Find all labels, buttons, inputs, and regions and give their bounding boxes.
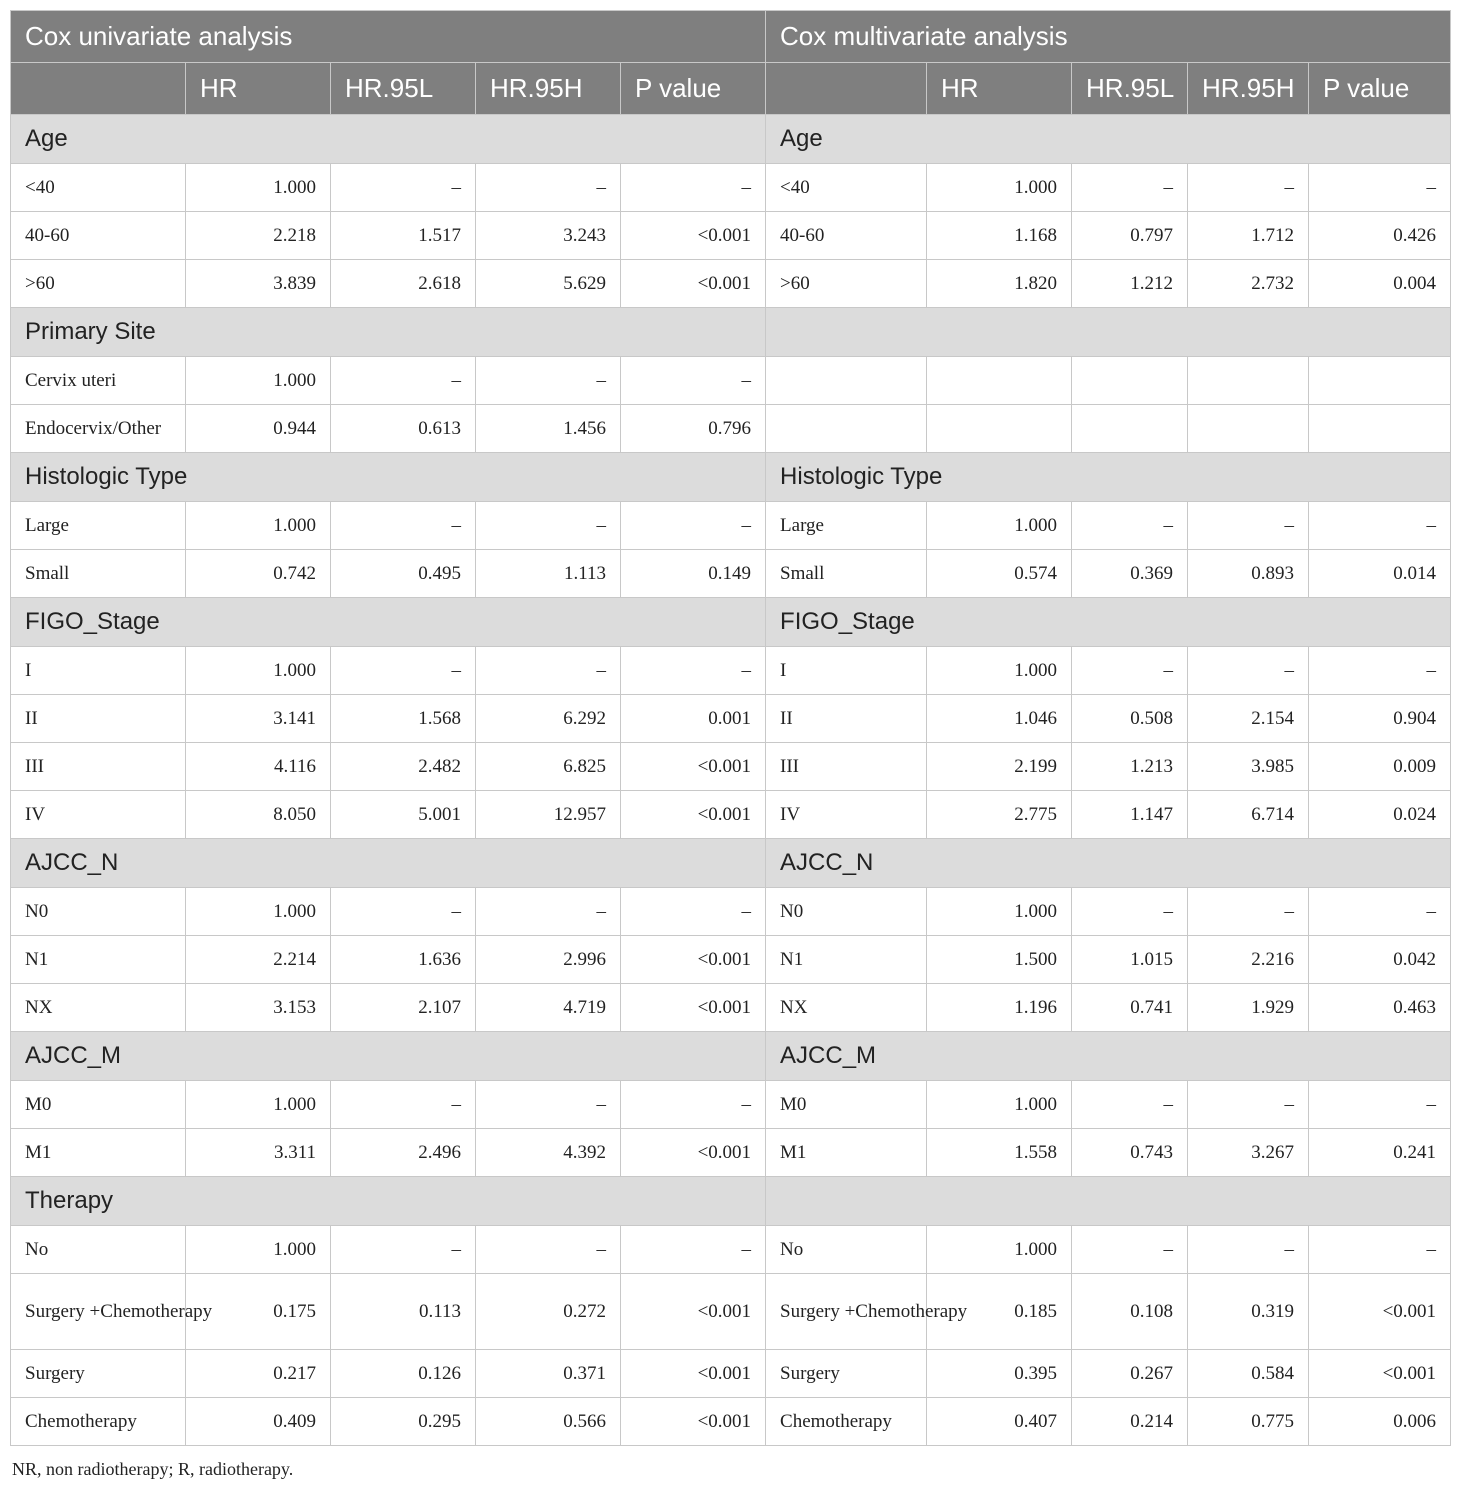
multi-hr95h-cell: – [1188,164,1309,212]
multi-hr-cell: 2.775 [927,791,1072,839]
row-label-univariate: I [11,647,186,695]
multi-pvalue-cell: <0.001 [1309,1274,1451,1350]
uni-hr-header: HR [186,63,331,115]
uni-hr-cell: 8.050 [186,791,331,839]
uni-hr95l-cell: 2.107 [331,984,476,1032]
multi-hr-cell: 1.000 [927,164,1072,212]
uni-pvalue-cell: <0.001 [621,791,766,839]
multi-hr95h-cell: 0.584 [1188,1350,1309,1398]
table-row [11,502,1451,550]
section-row [11,1032,1451,1081]
table-row [11,647,1451,695]
section-label-univariate: AJCC_N [11,839,766,888]
row-label-univariate: 40-60 [11,212,186,260]
uni-hr95h-cell: – [476,1081,621,1129]
section-label-multivariate [766,308,1451,357]
section-row [11,839,1451,888]
uni-hr95l-cell: 0.613 [331,405,476,453]
uni-hr-cell: 2.214 [186,936,331,984]
uni-pvalue-cell: 0.796 [621,405,766,453]
table-row [11,357,1451,405]
uni-hr-cell: 0.742 [186,550,331,598]
row-label-multivariate: NX [766,984,927,1032]
uni-hr95l-cell: – [331,1081,476,1129]
multi-hr95l-cell: – [1072,647,1188,695]
uni-hr95l-cell: 1.636 [331,936,476,984]
multi-hr95h-cell: 2.154 [1188,695,1309,743]
uni-hr95h-cell: 0.371 [476,1350,621,1398]
uni-hr95h-cell: 5.629 [476,260,621,308]
multi-hr-cell [927,357,1072,405]
multi-hr95h-cell [1188,357,1309,405]
table-row [11,1129,1451,1177]
uni-hr-cell: 1.000 [186,502,331,550]
multi-hr-cell: 1.046 [927,695,1072,743]
multi-hr95h-cell: 0.893 [1188,550,1309,598]
uni-hr95h-cell: 3.243 [476,212,621,260]
table-row [11,212,1451,260]
multi-hr95l-cell: 0.743 [1072,1129,1188,1177]
multi-hr95l-cell: 1.212 [1072,260,1188,308]
multi-pvalue-cell: 0.042 [1309,936,1451,984]
uni-hr95h-cell: 2.996 [476,936,621,984]
uni-pvalue-cell: <0.001 [621,936,766,984]
uni-hr95l-cell: – [331,888,476,936]
uni-hr95h-cell: – [476,888,621,936]
multi-hr95l-cell: 0.508 [1072,695,1188,743]
row-label-univariate: Surgery +Chemotherapy [11,1274,186,1350]
row-label-multivariate [766,405,927,453]
uni-hr95l-cell: – [331,164,476,212]
row-label-multivariate: No [766,1226,927,1274]
row-label-multivariate: M0 [766,1081,927,1129]
uni-hr95l-cell: 2.496 [331,1129,476,1177]
uni-hr95h-cell: 1.113 [476,550,621,598]
multi-hr-cell: 2.199 [927,743,1072,791]
multi-hr-header: HR [927,63,1072,115]
uni-pvalue-cell: <0.001 [621,984,766,1032]
table-row [11,1350,1451,1398]
uni-hr95h-cell: – [476,502,621,550]
section-label-univariate: Histologic Type [11,453,766,502]
row-label-univariate: II [11,695,186,743]
multi-hr95l-cell: 0.369 [1072,550,1188,598]
table-body [11,115,1451,1446]
section-row [11,598,1451,647]
uni-hr95h-cell: – [476,1226,621,1274]
row-label-univariate: Chemotherapy [11,1398,186,1446]
row-label-univariate: Endocervix/Other [11,405,186,453]
uni-pvalue-cell: 0.149 [621,550,766,598]
table-row [11,791,1451,839]
multi-hr-cell: 1.000 [927,888,1072,936]
multi-hr-cell: 0.185 [927,1274,1072,1350]
multi-pvalue-cell: 0.006 [1309,1398,1451,1446]
multi-hr95h-cell: 6.714 [1188,791,1309,839]
multi-pvalue-cell: 0.463 [1309,984,1451,1032]
multi-hr95h-cell: 1.712 [1188,212,1309,260]
uni-hr95l-cell: – [331,502,476,550]
uni-hr-cell: 1.000 [186,888,331,936]
multi-pvalue-cell: – [1309,1081,1451,1129]
section-label-multivariate: FIGO_Stage [766,598,1451,647]
multi-hr-cell: 0.574 [927,550,1072,598]
uni-pvalue-cell: – [621,357,766,405]
multi-hr-cell: 1.168 [927,212,1072,260]
multi-pvalue-cell: 0.024 [1309,791,1451,839]
section-label-multivariate: AJCC_N [766,839,1451,888]
uni-hr95h-cell: 4.719 [476,984,621,1032]
multi-hr95l-cell: – [1072,888,1188,936]
section-label-univariate: Primary Site [11,308,766,357]
uni-pvalue-header: P value [621,63,766,115]
table-row [11,695,1451,743]
table-row [11,984,1451,1032]
univariate-title: Cox univariate analysis [11,11,766,63]
section-label-univariate: AJCC_M [11,1032,766,1081]
multi-hr95l-cell: 1.213 [1072,743,1188,791]
uni-hr-cell: 3.141 [186,695,331,743]
uni-hr-cell: 4.116 [186,743,331,791]
uni-pvalue-cell: – [621,647,766,695]
uni-hr-cell: 1.000 [186,164,331,212]
multi-pvalue-cell: 0.004 [1309,260,1451,308]
uni-hr-cell: 1.000 [186,357,331,405]
section-label-multivariate [766,1177,1451,1226]
uni-pvalue-cell: <0.001 [621,212,766,260]
uni-hr95l-cell: 2.618 [331,260,476,308]
section-row [11,115,1451,164]
column-header-row [11,63,1451,115]
uni-hr-cell: 1.000 [186,647,331,695]
row-label-univariate: Large [11,502,186,550]
uni-hr-cell: 1.000 [186,1081,331,1129]
uni-hr95h-cell: 4.392 [476,1129,621,1177]
row-label-univariate: IV [11,791,186,839]
multi-hr-cell: 1.000 [927,1081,1072,1129]
multi-hr95h-cell: 0.775 [1188,1398,1309,1446]
uni-pvalue-cell: – [621,164,766,212]
table-row [11,1226,1451,1274]
row-label-multivariate: <40 [766,164,927,212]
multi-pvalue-cell: – [1309,164,1451,212]
row-label-multivariate: Small [766,550,927,598]
section-row [11,1177,1451,1226]
multi-hr95l-cell: – [1072,1081,1188,1129]
uni-hr95h-cell: 0.566 [476,1398,621,1446]
multi-hr-cell: 1.000 [927,647,1072,695]
multi-hr95l-cell: – [1072,1226,1188,1274]
multi-hr95l-cell: 0.214 [1072,1398,1188,1446]
row-label-multivariate: M1 [766,1129,927,1177]
uni-hr95h-cell: – [476,647,621,695]
multi-hr95h-cell [1188,405,1309,453]
multi-hr95h-cell: 2.216 [1188,936,1309,984]
multi-hr95h-cell: 0.319 [1188,1274,1309,1350]
multi-hr-cell: 0.395 [927,1350,1072,1398]
table-row [11,1274,1451,1350]
uni-hr-cell: 2.218 [186,212,331,260]
row-label-multivariate: 40-60 [766,212,927,260]
table-title-row [11,11,1451,63]
multi-hr95h-cell: – [1188,502,1309,550]
multi-hr95h-cell: – [1188,1226,1309,1274]
table-row [11,260,1451,308]
multi-label-header [766,63,927,115]
row-label-univariate: M0 [11,1081,186,1129]
table-row [11,1081,1451,1129]
row-label-multivariate: Large [766,502,927,550]
row-label-multivariate: III [766,743,927,791]
multi-pvalue-cell: 0.009 [1309,743,1451,791]
table-row [11,888,1451,936]
uni-pvalue-cell: 0.001 [621,695,766,743]
table-row [11,743,1451,791]
uni-hr95l-cell: 5.001 [331,791,476,839]
multi-hr-cell: 1.000 [927,1226,1072,1274]
multi-hr95l-cell: – [1072,164,1188,212]
uni-hr95h-cell: 12.957 [476,791,621,839]
row-label-univariate: Surgery [11,1350,186,1398]
uni-hr95l-header: HR.95L [331,63,476,115]
uni-hr-cell: 0.175 [186,1274,331,1350]
row-label-multivariate: II [766,695,927,743]
uni-hr95h-cell: – [476,357,621,405]
row-label-multivariate [766,357,927,405]
uni-pvalue-cell: <0.001 [621,1274,766,1350]
multi-hr-cell: 1.500 [927,936,1072,984]
multi-pvalue-cell: 0.426 [1309,212,1451,260]
uni-hr95l-cell: 0.126 [331,1350,476,1398]
uni-hr95h-cell: 0.272 [476,1274,621,1350]
multi-hr95l-cell: 0.741 [1072,984,1188,1032]
row-label-multivariate: >60 [766,260,927,308]
multi-pvalue-cell: 0.241 [1309,1129,1451,1177]
uni-hr-cell: 0.409 [186,1398,331,1446]
uni-pvalue-cell: <0.001 [621,1350,766,1398]
row-label-univariate: <40 [11,164,186,212]
multi-hr95h-cell: 1.929 [1188,984,1309,1032]
row-label-multivariate: N0 [766,888,927,936]
multi-hr95l-cell: 0.797 [1072,212,1188,260]
table-row [11,550,1451,598]
multi-hr95h-cell: 3.267 [1188,1129,1309,1177]
multi-hr95h-cell: – [1188,888,1309,936]
row-label-multivariate: I [766,647,927,695]
multi-hr95h-cell: 2.732 [1188,260,1309,308]
multi-hr95h-cell: – [1188,647,1309,695]
uni-hr-cell: 1.000 [186,1226,331,1274]
uni-label-header [11,63,186,115]
multi-hr95l-cell: – [1072,502,1188,550]
multi-hr95h-header: HR.95H [1188,63,1309,115]
multi-hr-cell: 1.196 [927,984,1072,1032]
row-label-univariate: Cervix uteri [11,357,186,405]
uni-hr95l-cell: – [331,647,476,695]
section-label-multivariate: Histologic Type [766,453,1451,502]
multi-pvalue-cell [1309,405,1451,453]
multi-hr95l-cell [1072,405,1188,453]
uni-hr95h-cell: 6.825 [476,743,621,791]
uni-hr95l-cell: – [331,1226,476,1274]
multivariate-title: Cox multivariate analysis [766,11,1451,63]
multi-hr95l-cell: 0.108 [1072,1274,1188,1350]
uni-hr-cell: 0.944 [186,405,331,453]
uni-hr95l-cell: 0.113 [331,1274,476,1350]
multi-hr95l-cell: 1.015 [1072,936,1188,984]
uni-pvalue-cell: <0.001 [621,260,766,308]
section-label-multivariate: AJCC_M [766,1032,1451,1081]
multi-pvalue-cell: – [1309,647,1451,695]
uni-hr-cell: 0.217 [186,1350,331,1398]
table-row [11,405,1451,453]
uni-hr-cell: 3.311 [186,1129,331,1177]
section-row [11,453,1451,502]
multi-pvalue-cell: 0.904 [1309,695,1451,743]
row-label-multivariate: Surgery +Chemotherapy [766,1274,927,1350]
cox-analysis-table [10,10,1451,1446]
row-label-univariate: NX [11,984,186,1032]
multi-hr-cell: 1.558 [927,1129,1072,1177]
multi-hr-cell [927,405,1072,453]
multi-pvalue-cell [1309,357,1451,405]
multi-pvalue-cell: – [1309,502,1451,550]
row-label-univariate: Small [11,550,186,598]
row-label-univariate: III [11,743,186,791]
section-label-multivariate: Age [766,115,1451,164]
multi-pvalue-cell: – [1309,888,1451,936]
multi-hr-cell: 1.820 [927,260,1072,308]
multi-hr95l-header: HR.95L [1072,63,1188,115]
row-label-univariate: N1 [11,936,186,984]
uni-hr95h-cell: 6.292 [476,695,621,743]
row-label-univariate: N0 [11,888,186,936]
uni-pvalue-cell: <0.001 [621,743,766,791]
uni-hr95l-cell: 0.295 [331,1398,476,1446]
table-footnote: NR, non radiotherapy; R, radiotherapy. [12,1459,294,1479]
uni-pvalue-cell: – [621,502,766,550]
uni-hr95l-cell: – [331,357,476,405]
multi-pvalue-cell: 0.014 [1309,550,1451,598]
uni-hr95h-header: HR.95H [476,63,621,115]
uni-hr95h-cell: – [476,164,621,212]
multi-hr95l-cell [1072,357,1188,405]
section-label-univariate: Age [11,115,766,164]
row-label-univariate: No [11,1226,186,1274]
row-label-univariate: >60 [11,260,186,308]
multi-hr95l-cell: 1.147 [1072,791,1188,839]
uni-pvalue-cell: <0.001 [621,1398,766,1446]
table-row [11,1398,1451,1446]
multi-hr95h-cell: – [1188,1081,1309,1129]
uni-hr95l-cell: 1.568 [331,695,476,743]
uni-hr95l-cell: 0.495 [331,550,476,598]
section-label-univariate: FIGO_Stage [11,598,766,647]
multi-hr95l-cell: 0.267 [1072,1350,1188,1398]
row-label-multivariate: IV [766,791,927,839]
uni-hr95l-cell: 2.482 [331,743,476,791]
uni-hr95h-cell: 1.456 [476,405,621,453]
uni-hr-cell: 3.153 [186,984,331,1032]
row-label-multivariate: Chemotherapy [766,1398,927,1446]
table-row [11,936,1451,984]
uni-pvalue-cell: – [621,1226,766,1274]
section-label-univariate: Therapy [11,1177,766,1226]
multi-hr-cell: 1.000 [927,502,1072,550]
table-row [11,164,1451,212]
section-row [11,308,1451,357]
multi-pvalue-cell: – [1309,1226,1451,1274]
row-label-univariate: M1 [11,1129,186,1177]
multi-pvalue-cell: <0.001 [1309,1350,1451,1398]
uni-pvalue-cell: – [621,888,766,936]
multi-pvalue-header: P value [1309,63,1451,115]
row-label-multivariate: Surgery [766,1350,927,1398]
multi-hr95h-cell: 3.985 [1188,743,1309,791]
multi-hr-cell: 0.407 [927,1398,1072,1446]
uni-pvalue-cell: <0.001 [621,1129,766,1177]
uni-hr-cell: 3.839 [186,260,331,308]
uni-hr95l-cell: 1.517 [331,212,476,260]
uni-pvalue-cell: – [621,1081,766,1129]
row-label-multivariate: N1 [766,936,927,984]
